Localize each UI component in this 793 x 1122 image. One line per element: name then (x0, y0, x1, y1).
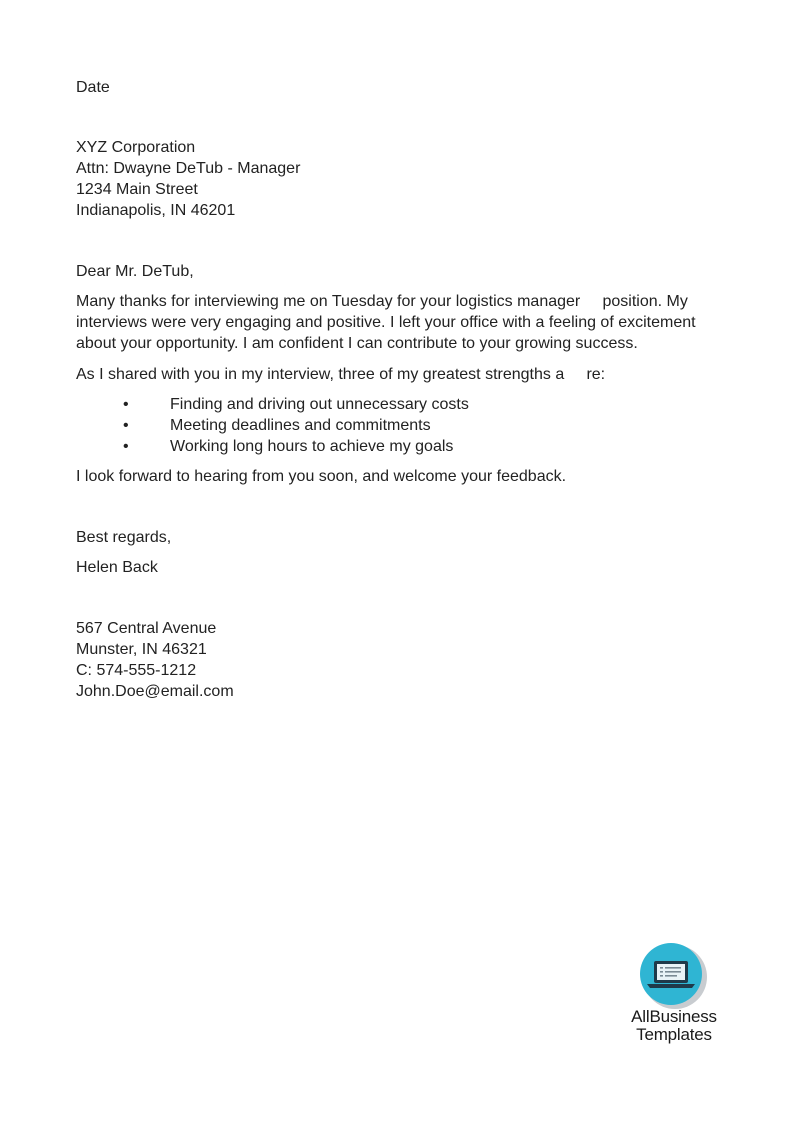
list-item-text: Finding and driving out unnecessary costs (170, 396, 469, 413)
sender-city: Munster, IN 46321 (76, 641, 207, 658)
body-paragraph-2: As I shared with you in my interview, three of my greatest strengths a re: (76, 366, 606, 383)
logo-text (612, 1008, 736, 1044)
paragraph-line: Many thanks for interviewing me on Tuesday for your logistics manager position. My (76, 293, 688, 310)
salutation: Dear Mr. DeTub, (76, 263, 194, 280)
signature-name: Helen Back (76, 559, 158, 576)
paragraph-line: about your opportunity. I am confident I can contribute to your growing success. (76, 335, 638, 352)
list-item-text: Meeting deadlines and commitments (170, 417, 431, 434)
date-line: Date (76, 79, 110, 96)
bullet-icon: • (123, 417, 129, 434)
closing: Best regards, (76, 529, 172, 546)
paragraph-line: interviews were very engaging and positive. I left your office with a feeling of excitement (76, 314, 696, 331)
closing-paragraph: I look forward to hearing from you soon, and welcome your feedback. (76, 468, 567, 485)
bullet-icon: • (123, 438, 129, 455)
recipient-city: Indianapolis, IN 46201 (76, 202, 236, 219)
recipient-street: 1234 Main Street (76, 181, 198, 198)
sender-street: 567 Central Avenue (76, 620, 217, 637)
sender-phone: C: 574-555-1212 (76, 662, 197, 679)
logo-text-line: Templates (636, 1025, 712, 1044)
recipient-attention: Attn: Dwayne DeTub - Manager (76, 160, 301, 177)
bullet-icon: • (123, 396, 129, 413)
sender-email: John.Doe@email.com (76, 683, 234, 700)
recipient-company: XYZ Corporation (76, 139, 196, 156)
list-item-text: Working long hours to achieve my goals (170, 438, 454, 455)
logo-text-line: AllBusiness (631, 1007, 717, 1026)
